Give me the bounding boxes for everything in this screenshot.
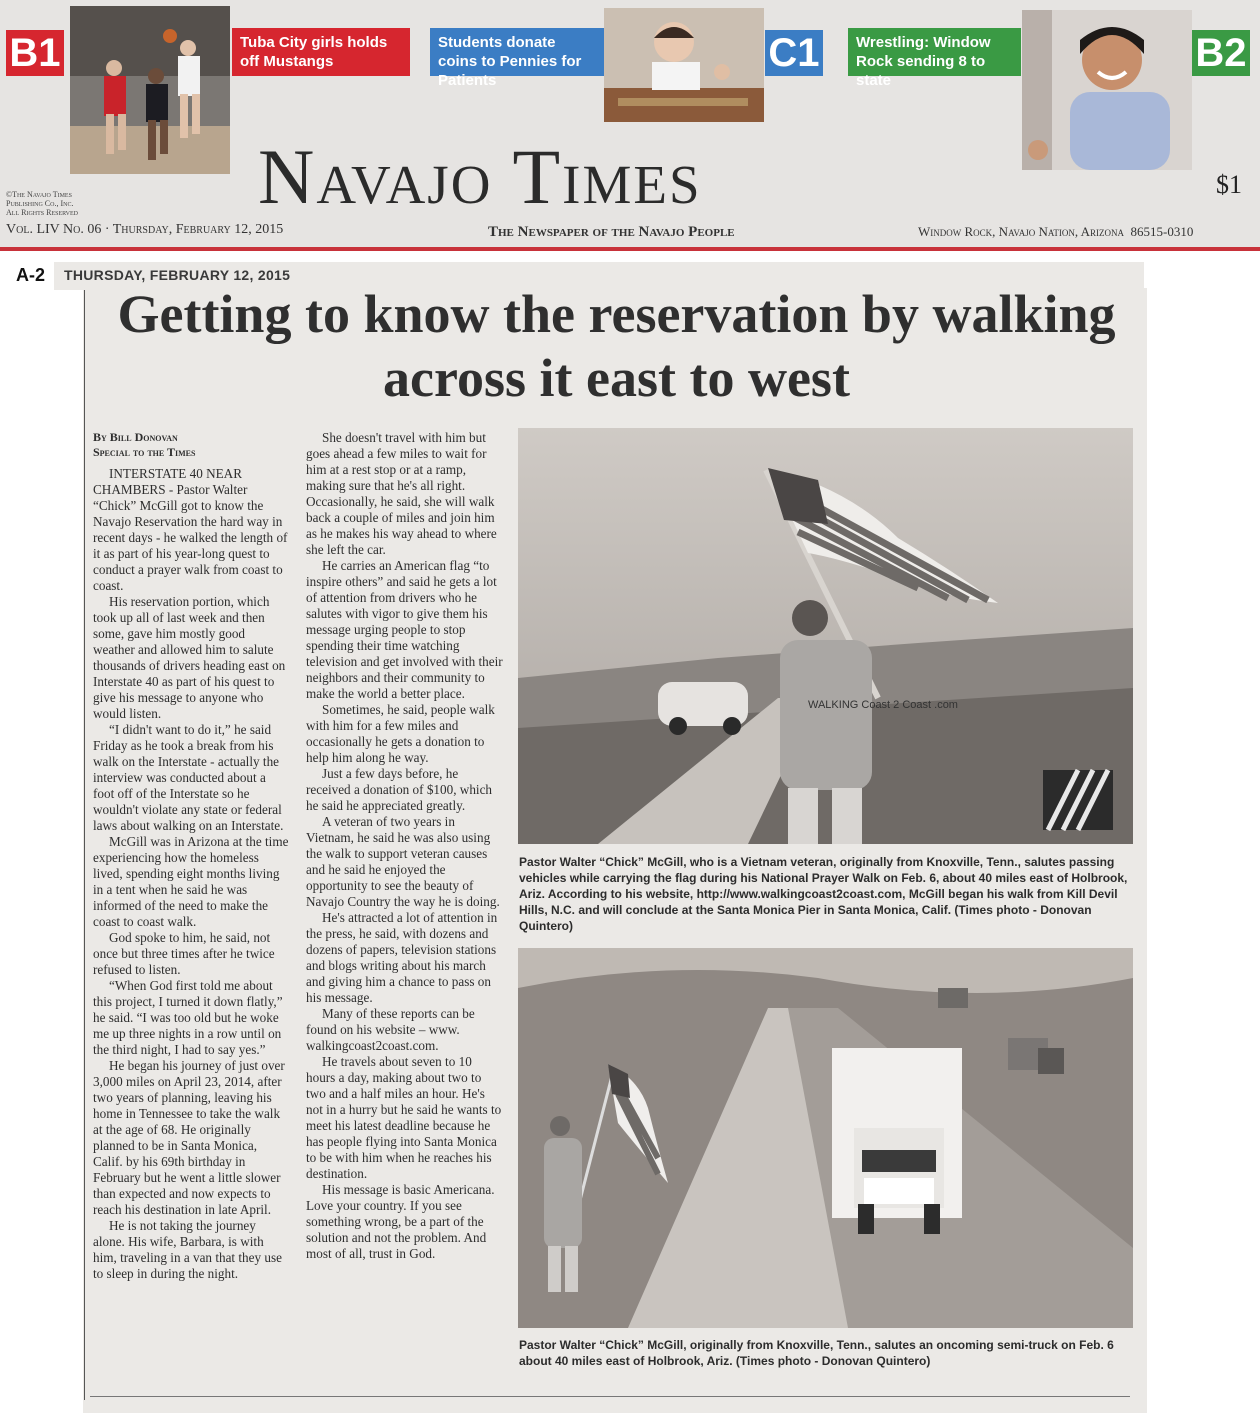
paragraph: McGill was in Arizona at the time experiencing how the homeless lived, spending eight months living in a tent when he said he was informed of the need to make the coast to coast walk.	[93, 834, 289, 929]
paragraph: “I didn't want to do it,” he said Friday as he took a break from his walk on the Interstate - actually the interview was conducted about a foot off of the Interstate so he wouldn't violate any state or federal laws about walking on an Interstate.	[93, 722, 284, 833]
tagline: The Newspaper of the Navajo People	[488, 224, 735, 240]
paragraph: “When God first told me about this project, I turned it down flatly,” he said. “I was too old but he woke me up three nights in a row until on the third night, I had to say yes.”	[93, 978, 283, 1057]
paragraph: Many of these reports can be found on his website – www. walkingcoast2coast.com.	[306, 1006, 475, 1053]
flag-salute-photo	[518, 428, 1133, 844]
coins-photo	[604, 8, 764, 122]
paragraph: He is not taking the journey alone. His wife, Barbara, is with him, traveling in a van that they use to sleep in during the night.	[93, 1218, 282, 1281]
basketball-photo	[70, 6, 230, 174]
masthead-divider	[0, 247, 1260, 251]
shirt-lettering: WALKING Coast 2 Coast .com	[808, 699, 958, 711]
volume-line: Vol. LIV No. 06 · Thursday, February 12, 2015	[6, 222, 284, 237]
page-date: THURSDAY, FEBRUARY 12, 2015	[64, 267, 291, 283]
paragraph: INTERSTATE 40 NEAR CHAMBERS - Pastor Walter “Chick” McGill got to know the Navajo Reservation the hard way in recent days - he walked the length of it as part of his year-long quest to conduct a prayer walk from coast to coast.	[93, 466, 288, 593]
section-b2-badge[interactable]: B2	[1192, 30, 1250, 76]
paragraph: Just a few days before, he received a donation of $100, which he said he appreciated greatly.	[306, 766, 493, 813]
page-number: A-2	[16, 265, 46, 285]
smiling-boy-photo	[1022, 10, 1192, 170]
byline: By Bill Donovan	[93, 430, 178, 444]
teaser-pennies[interactable]: Students donate coins to Pennies for Patients	[430, 28, 605, 76]
price: $1	[1216, 170, 1242, 199]
paragraph: He's attracted a lot of attention in the press, he said, with dozens and dozens of papers, television stations and blogs writing about his march and giving him a chance to pass on his message.	[306, 910, 498, 1005]
newspaper-title: Navajo Times	[258, 133, 702, 220]
photo2-caption: Pastor Walter “Chick” McGill, originally from Knoxville, Tenn., salutes an oncoming semi-truck on Feb. 6 about 40 miles east of Holbrook, Ariz. (Times photo - Donovan Quintero)	[519, 1338, 1114, 1368]
paragraph: She doesn't travel with him but goes ahead a few miles to wait for him at a rest stop or at a ramp, making sure that he's all right. Occasionally, he said, she will walk back a couple of miles and join him as he makes his way ahead to where she left the car.	[306, 430, 497, 557]
masthead	[0, 0, 1260, 250]
byline-sub: Special to the Times	[93, 445, 196, 459]
article-column-2	[306, 430, 504, 1262]
location-line: Window Rock, Navajo Nation, Arizona 86515-0310	[918, 224, 1194, 239]
section-c1-badge[interactable]: C1	[765, 30, 823, 76]
teaser-tuba-city[interactable]: Tuba City girls holds off Mustangs	[232, 28, 410, 76]
paragraph: God spoke to him, he said, not once but three times after he twice refused to listen.	[93, 930, 275, 977]
paragraph: He carries an American flag “to inspire others” and said he gets a lot of attention from drivers who he salutes with vigor to give them his message urging people to stop spending their time watching television and get involved with their neighbors and their community to make the world a better place.	[306, 558, 503, 701]
semi-truck-photo	[518, 948, 1133, 1328]
left-column-rule	[84, 290, 85, 1400]
teaser-wrestling[interactable]: Wrestling: Window Rock sending 8 to state	[848, 28, 1021, 76]
photo1-caption: Pastor Walter “Chick” McGill, who is a Vietnam veteran, originally from Knoxville, Tenn., salutes passing vehicles while carrying the flag during his National Prayer Walk on Feb. 6, about 40 miles east of Holbrook, Ariz. According to his website, http://www.walkingcoast2coast.com, McGill began his walk from Kill Devil Hills, N.C. and will conclude at the Santa Monica Pier in Santa Monica, Calif. (Times photo - Donovan Quintero)	[519, 855, 1128, 933]
article-column-1	[93, 430, 289, 1282]
section-b1-badge[interactable]: B1	[6, 30, 64, 76]
paragraph: He began his journey of just over 3,000 miles on April 23, 2014, after two years of planning, leaving his home in Tennessee to take the walk at the age of 68. He originally planned to be in Santa Monica, Calif. by his 69th birthday in February but he went a little slower than expected and now expects to reach his destination in late April.	[93, 1058, 285, 1217]
paragraph: His reservation portion, which took up all of last week and then some, gave him mostly good weather and allowed him to salute thousands of drivers heading east on Interstate 40 as part of his quest to give his message to anyone who would listen.	[93, 594, 286, 721]
paragraph: He travels about seven to 10 hours a day, making about two to two and a half miles an hour. He's not in a hurry but he said he wants to meet his latest deadline because he has people flying into Santa Monica to be with him when he reaches his destination.	[306, 1054, 502, 1181]
bottom-rule	[90, 1396, 1130, 1397]
paragraph: His message is basic Americana. Love your country. If you see something wrong, be a part of the solution and not the problem. And most of all, trust in God.	[306, 1182, 495, 1261]
paragraph: Sometimes, he said, people walk with him for a few miles and occasionally he gets a donation to help him along he way.	[306, 702, 495, 765]
paragraph: A veteran of two years in Vietnam, he said he was also using the walk to support veteran causes and he said he enjoyed the opportunity to see the beauty of Navajo Country the way he is doing.	[306, 814, 500, 909]
copyright-notice: ©The Navajo Times Publishing Co., Inc. All Rights Reserved	[6, 190, 78, 217]
article-headline: Getting to know the reservation by walking across it east to west	[117, 284, 1116, 408]
